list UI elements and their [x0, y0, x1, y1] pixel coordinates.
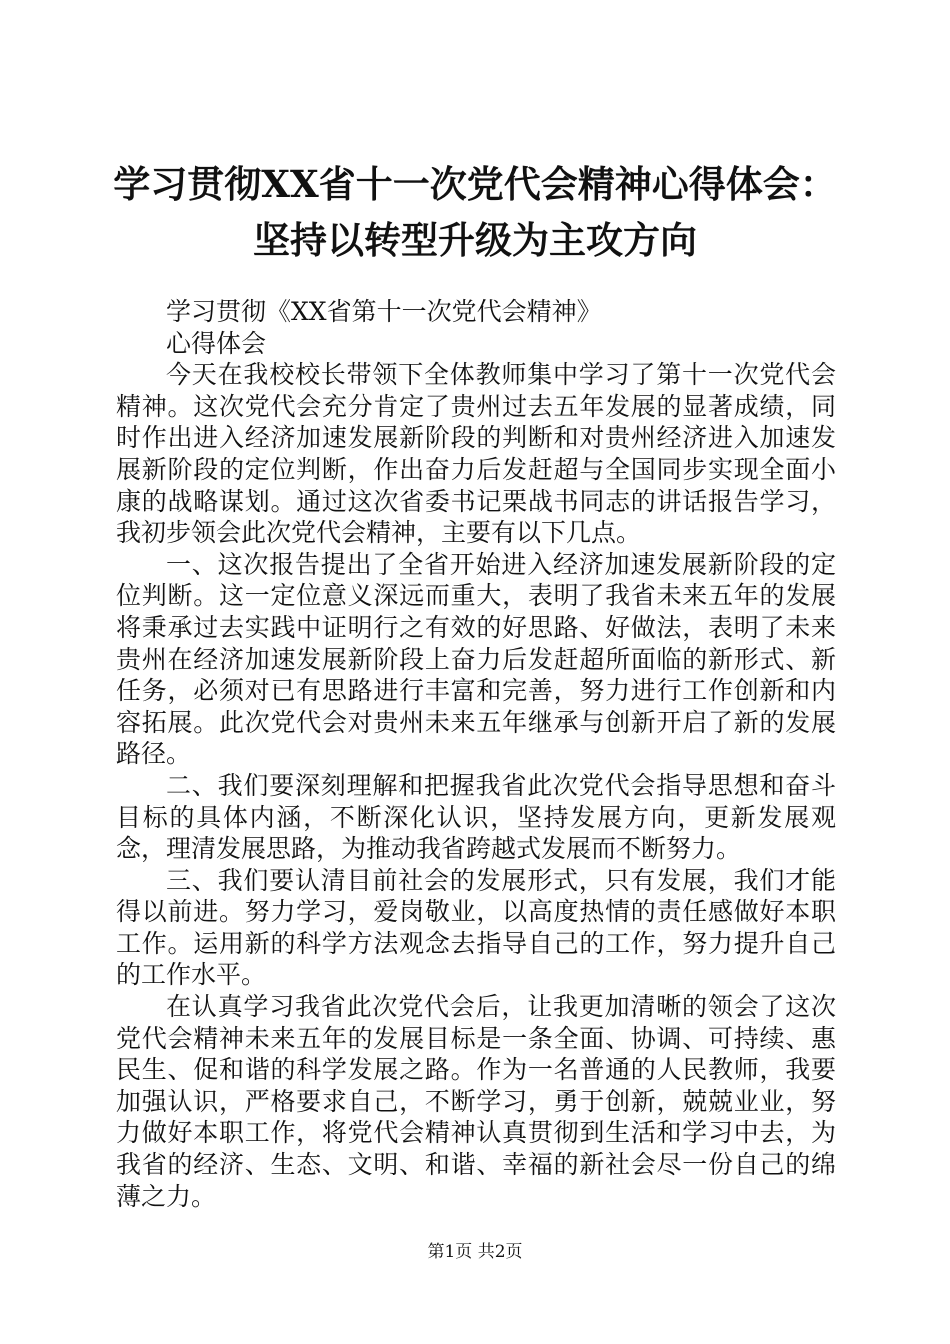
body-paragraph: 二、我们要深刻理解和把握我省此次党代会指导思想和奋斗目标的具体内涵，不断深化认识，坚持发展方向，更新发展观念，理清发展思路，为推动我省跨越式发展而不断努力。 — [116, 770, 836, 864]
body-paragraph: 一、这次报告提出了全省开始进入经济加速发展新阶段的定位判断。这一定位意义深远而重大，表明了我省未来五年的发展将秉承过去实践中证明行之有效的好思路、好做法，表明了未来贵州在经济加速发展新阶段上奋力后发赶超所面临的新形式、新任务，必须对已有思路进行丰富和完善，努力进行工作创新和内容拓展。此次党代会对贵州未来五年继承与创新开启了新的发展路径。 — [116, 549, 836, 769]
body-paragraph: 在认真学习我省此次党代会后，让我更加清晰的领会了这次党代会精神未来五年的发展目标是一条全面、协调、可持续、惠民生、促和谐的科学发展之路。作为一名普通的人民教师，我要加强认识，严格要求自己，不断学习，勇于创新，兢兢业业，努力做好本职工作，将党代会精神认真贯彻到生活和学习中去，为我省的经济、生态、文明、和谐、幸福的新社会尽一份自己的绵薄之力。 — [116, 992, 836, 1211]
body-paragraph: 学习贯彻《XX省第十一次党代会精神》 — [166, 297, 602, 326]
document-title-line-2: 坚持以转型升级为主攻方向 — [253, 218, 697, 262]
page-footer: 第1页 共2页 — [427, 1242, 523, 1262]
body-paragraph: 三、我们要认清目前社会的发展形式，只有发展，我们才能得以前进。努力学习，爱岗敬业，以高度热情的责任感做好本职工作。运用新的科学方法观念去指导自己的工作，努力提升自己的工作水平。 — [116, 865, 836, 990]
document-body — [116, 296, 836, 1212]
body-paragraph: 心得体会 — [166, 328, 267, 358]
body-paragraph: 今天在我校校长带领下全体教师集中学习了第十一次党代会精神。这次党代会充分肯定了贵州过去五年发展的显著成绩，同时作出进入经济加速发展新阶段的判断和对贵州经济进入加速发展新阶段的定位判断，作出奋力后发赶超与全国同步实现全面小康的战略谋划。通过这次省委书记栗战书同志的讲话报告学习，我初步领会此次党代会精神，主要有以下几点。 — [116, 360, 836, 548]
document-title-line-1: 学习贯彻XX省十一次党代会精神心得体会： — [113, 162, 837, 206]
